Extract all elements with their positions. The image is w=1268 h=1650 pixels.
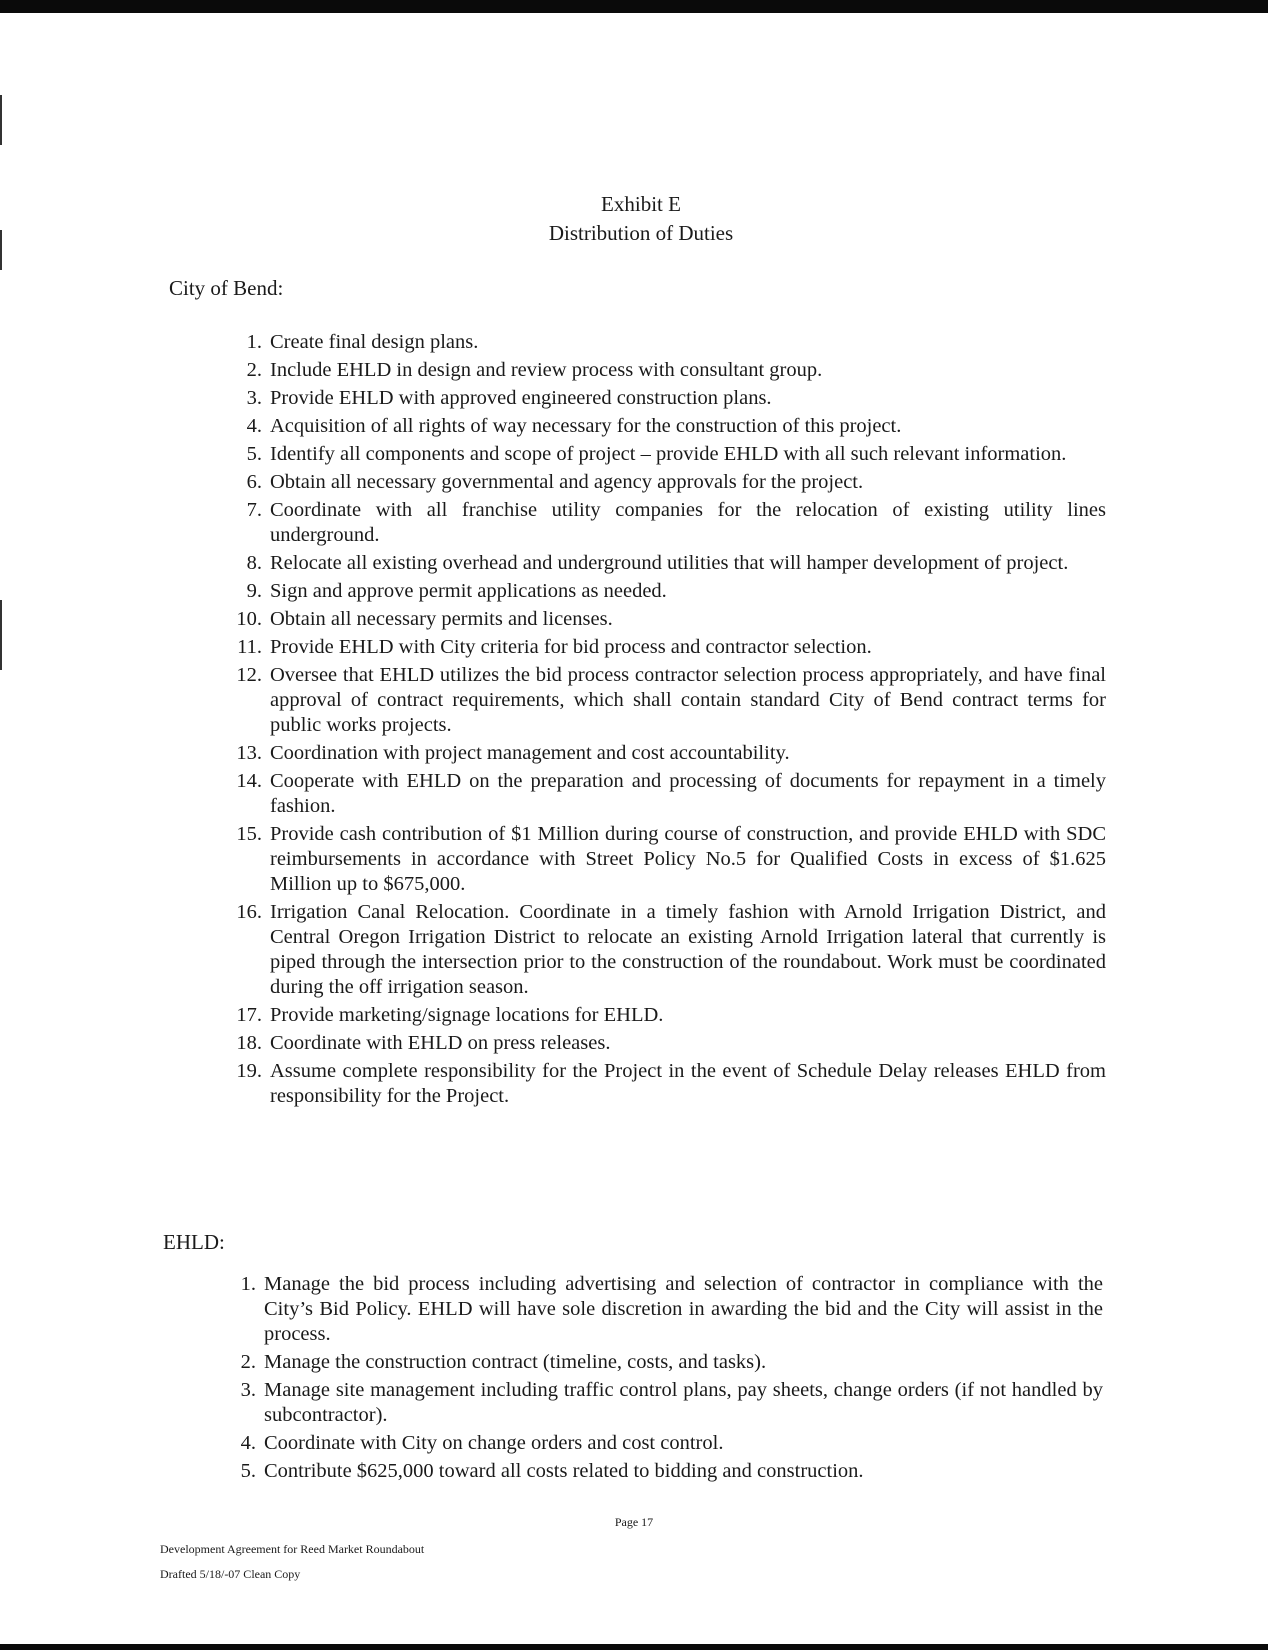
duty-item xyxy=(236,635,1106,660)
duty-number: 12. xyxy=(236,664,262,686)
duty-item xyxy=(236,470,1106,495)
duty-number: 6. xyxy=(246,471,262,493)
footer-agreement-title: Development Agreement for Reed Market Roundabout xyxy=(160,1542,425,1556)
footer-draft-date: Drafted 5/18/-07 Clean Copy xyxy=(160,1567,301,1581)
duty-item xyxy=(236,1031,1106,1056)
duty-text: Coordinate with EHLD on press releases. xyxy=(270,1032,611,1054)
duty-number: 8. xyxy=(246,552,262,574)
duty-item xyxy=(236,607,1106,632)
scan-top-border xyxy=(0,0,1268,13)
duty-text: Coordinate with City on change orders and cost control. xyxy=(264,1432,724,1454)
scan-edge-mark xyxy=(0,95,2,145)
scan-bottom-border xyxy=(0,1644,1268,1650)
duty-item xyxy=(236,1003,1106,1028)
duty-item xyxy=(230,1431,1103,1456)
duty-text: Oversee that EHLD utilizes the bid process contractor selection process appropriately, and have final approval of contract requirements, which shall contain standard City of Bend contract terms for public works projects. xyxy=(270,664,1106,736)
duty-number: 11. xyxy=(237,636,262,658)
duty-text: Obtain all necessary governmental and agency approvals for the project. xyxy=(270,471,864,493)
duty-text: Create final design plans. xyxy=(270,331,479,353)
duty-number: 3. xyxy=(246,387,262,409)
duty-number: 17. xyxy=(236,1004,262,1026)
duty-item xyxy=(236,769,1106,819)
duty-item xyxy=(236,498,1106,548)
duty-text: Manage the bid process including advertising and selection of contractor in compliance with the City’s Bid Policy. EHLD will have sole discretion in awarding the bid and the City will assist in the process. xyxy=(264,1273,1103,1345)
duty-number: 16. xyxy=(236,901,262,923)
duty-item xyxy=(236,579,1106,604)
duty-text: Sign and approve permit applications as needed. xyxy=(270,580,667,602)
duty-text: Relocate all existing overhead and underground utilities that will hamper development of project. xyxy=(270,552,1069,574)
duty-text: Manage site management including traffic control plans, pay sheets, change orders (if not handled by subcontractor). xyxy=(264,1379,1103,1426)
duty-number: 10. xyxy=(236,608,262,630)
duty-number: 1. xyxy=(240,1273,256,1295)
duty-item xyxy=(236,663,1106,738)
duty-item xyxy=(236,1059,1106,1109)
duty-text: Contribute $625,000 toward all costs related to bidding and construction. xyxy=(264,1460,864,1482)
duty-item xyxy=(230,1459,1103,1484)
duty-text: Manage the construction contract (timeline, costs, and tasks). xyxy=(264,1351,767,1373)
duty-text: Provide EHLD with approved engineered construction plans. xyxy=(270,387,772,409)
city-section-heading: City of Bend: xyxy=(169,276,284,300)
duty-item xyxy=(236,442,1106,467)
duty-text: Provide cash contribution of $1 Million during course of construction, and provide EHLD with SDC reimbursements in accordance with Street Policy No.5 for Qualified Costs in excess of $1.625 Million up to $675,000. xyxy=(270,823,1106,895)
duty-number: 5. xyxy=(240,1460,256,1482)
duty-number: 14. xyxy=(236,770,262,792)
duty-item xyxy=(236,414,1106,439)
duty-item xyxy=(236,330,1106,355)
duty-text: Irrigation Canal Relocation. Coordinate in a timely fashion with Arnold Irrigation District, and Central Oregon Irrigation District to relocate an existing Arnold Irrigation lateral that currently is piped through the intersection prior to the construction of the roundabout. Work must be coordinated during the off irrigation season. xyxy=(270,901,1106,998)
duty-number: 2. xyxy=(246,359,262,381)
duty-number: 5. xyxy=(246,443,262,465)
duty-number: 13. xyxy=(236,742,262,764)
page-number: Page 17 xyxy=(614,1515,654,1529)
duty-text: Coordination with project management and cost accountability. xyxy=(270,742,790,764)
duty-item xyxy=(236,822,1106,897)
duty-number: 19. xyxy=(236,1060,262,1082)
duty-text: Include EHLD in design and review process with consultant group. xyxy=(270,359,823,381)
duty-item xyxy=(236,358,1106,383)
duty-number: 2. xyxy=(240,1351,256,1373)
duty-number: 7. xyxy=(246,499,262,521)
document-subtitle: Distribution of Duties xyxy=(548,221,734,245)
duty-number: 4. xyxy=(246,415,262,437)
duty-text: Coordinate with all franchise utility companies for the relocation of existing utility lines underground. xyxy=(270,499,1106,546)
duty-number: 1. xyxy=(246,331,262,353)
ehld-section-heading: EHLD: xyxy=(163,1230,225,1254)
duty-text: Identify all components and scope of project – provide EHLD with all such relevant information. xyxy=(270,443,1067,465)
duty-text: Provide EHLD with City criteria for bid process and contractor selection. xyxy=(270,636,872,658)
duty-item xyxy=(236,386,1106,411)
scan-edge-mark xyxy=(0,600,2,670)
duty-number: 15. xyxy=(236,823,262,845)
duty-item xyxy=(236,551,1106,576)
duty-number: 4. xyxy=(240,1432,256,1454)
duty-text: Acquisition of all rights of way necessary for the construction of this project. xyxy=(270,415,902,437)
duty-text: Cooperate with EHLD on the preparation and processing of documents for repayment in a timely fashion. xyxy=(270,770,1106,817)
duty-item xyxy=(236,900,1106,1000)
duty-number: 3. xyxy=(240,1379,256,1401)
duty-item xyxy=(236,741,1106,766)
duty-item xyxy=(230,1350,1103,1375)
document-title-block xyxy=(0,190,1268,248)
duty-text: Assume complete responsibility for the Project in the event of Schedule Delay releases EHLD from responsibility for the Project. xyxy=(270,1060,1106,1107)
document-title: Exhibit E xyxy=(601,192,681,216)
ehld-duties-list xyxy=(230,1272,1103,1487)
duty-number: 18. xyxy=(236,1032,262,1054)
duty-text: Obtain all necessary permits and licenses. xyxy=(270,608,613,630)
duty-item xyxy=(230,1272,1103,1347)
city-duties-list xyxy=(236,330,1106,1112)
duty-number: 9. xyxy=(246,580,262,602)
duty-item xyxy=(230,1378,1103,1428)
duty-text: Provide marketing/signage locations for EHLD. xyxy=(270,1004,664,1026)
